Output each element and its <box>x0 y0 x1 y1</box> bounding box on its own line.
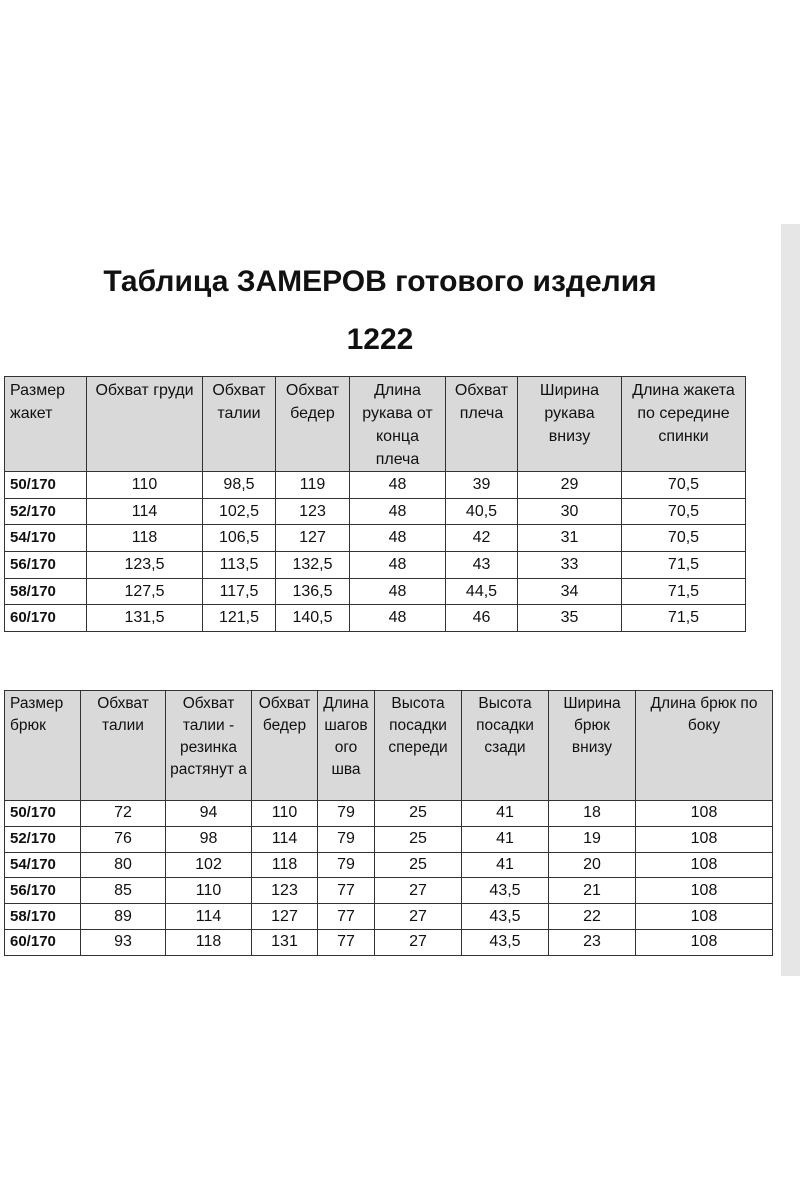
value-cell: 40,5 <box>446 498 518 525</box>
column-header-front-rise: Высота посадки спереди <box>375 691 462 801</box>
column-header-waist: Обхват талии <box>81 691 166 801</box>
table-row <box>5 878 773 904</box>
value-cell: 31 <box>518 525 622 552</box>
value-cell: 43,5 <box>462 904 549 930</box>
value-cell: 79 <box>318 801 375 827</box>
value-cell: 48 <box>350 525 446 552</box>
scrollbar-track[interactable] <box>781 224 800 976</box>
value-cell: 35 <box>518 605 622 632</box>
value-cell: 41 <box>462 852 549 878</box>
value-cell: 108 <box>636 878 773 904</box>
value-cell: 108 <box>636 852 773 878</box>
value-cell: 114 <box>252 826 318 852</box>
value-cell: 110 <box>166 878 252 904</box>
value-cell: 108 <box>636 826 773 852</box>
value-cell: 114 <box>166 904 252 930</box>
column-header-sleeve-width: Ширина рукава внизу <box>518 377 622 472</box>
table-row <box>5 578 746 605</box>
value-cell: 98,5 <box>203 472 276 499</box>
value-cell: 123 <box>276 498 350 525</box>
value-cell: 48 <box>350 472 446 499</box>
value-cell: 93 <box>81 929 166 955</box>
value-cell: 119 <box>276 472 350 499</box>
size-cell: 56/170 <box>5 552 87 579</box>
table-header-row <box>5 377 746 472</box>
table-row <box>5 904 773 930</box>
column-header-back-rise: Высота посадки сзади <box>462 691 549 801</box>
pants-table-body <box>5 801 773 956</box>
page-title: Таблица ЗАМЕРОВ готового изделия <box>103 265 657 298</box>
value-cell: 123,5 <box>87 552 203 579</box>
column-header-shoulder: Обхват плеча <box>446 377 518 472</box>
value-cell: 77 <box>318 904 375 930</box>
value-cell: 110 <box>87 472 203 499</box>
value-cell: 110 <box>252 801 318 827</box>
value-cell: 34 <box>518 578 622 605</box>
value-cell: 42 <box>446 525 518 552</box>
value-cell: 77 <box>318 878 375 904</box>
value-cell: 127 <box>252 904 318 930</box>
table-row <box>5 801 773 827</box>
value-cell: 70,5 <box>622 525 746 552</box>
column-header-chest: Обхват груди <box>87 377 203 472</box>
size-cell: 60/170 <box>5 605 87 632</box>
size-cell: 54/170 <box>5 525 87 552</box>
value-cell: 127 <box>276 525 350 552</box>
value-cell: 70,5 <box>622 472 746 499</box>
table-row <box>5 929 773 955</box>
table-row <box>5 852 773 878</box>
value-cell: 25 <box>375 852 462 878</box>
value-cell: 131 <box>252 929 318 955</box>
value-cell: 48 <box>350 578 446 605</box>
value-cell: 123 <box>252 878 318 904</box>
table-header-row <box>5 691 773 801</box>
value-cell: 72 <box>81 801 166 827</box>
value-cell: 108 <box>636 904 773 930</box>
value-cell: 77 <box>318 929 375 955</box>
value-cell: 43 <box>446 552 518 579</box>
value-cell: 132,5 <box>276 552 350 579</box>
value-cell: 98 <box>166 826 252 852</box>
size-cell: 60/170 <box>5 929 81 955</box>
table-row <box>5 498 746 525</box>
size-cell: 58/170 <box>5 904 81 930</box>
column-header-hips: Обхват бедер <box>276 377 350 472</box>
column-header-inseam: Длина шагов ого шва <box>318 691 375 801</box>
size-cell: 58/170 <box>5 578 87 605</box>
value-cell: 71,5 <box>622 578 746 605</box>
value-cell: 46 <box>446 605 518 632</box>
value-cell: 41 <box>462 826 549 852</box>
column-header-side-length: Длина брюк по боку <box>636 691 773 801</box>
value-cell: 44,5 <box>446 578 518 605</box>
value-cell: 48 <box>350 605 446 632</box>
column-header-size: Размер жакет <box>5 377 87 472</box>
value-cell: 22 <box>549 904 636 930</box>
size-cell: 54/170 <box>5 852 81 878</box>
size-cell: 50/170 <box>5 472 87 499</box>
column-header-hips: Обхват бедер <box>252 691 318 801</box>
value-cell: 25 <box>375 826 462 852</box>
value-cell: 19 <box>549 826 636 852</box>
value-cell: 70,5 <box>622 498 746 525</box>
value-cell: 43,5 <box>462 929 549 955</box>
column-header-waist-elastic: Обхват талии - резинка растянут а <box>166 691 252 801</box>
column-header-hem-width: Ширина брюк внизу <box>549 691 636 801</box>
value-cell: 108 <box>636 929 773 955</box>
value-cell: 21 <box>549 878 636 904</box>
value-cell: 118 <box>166 929 252 955</box>
value-cell: 27 <box>375 904 462 930</box>
value-cell: 89 <box>81 904 166 930</box>
value-cell: 102 <box>166 852 252 878</box>
jacket-measurements-table <box>4 376 746 632</box>
column-header-jacket-length: Длина жакета по середине спинки <box>622 377 746 472</box>
value-cell: 30 <box>518 498 622 525</box>
value-cell: 27 <box>375 929 462 955</box>
value-cell: 76 <box>81 826 166 852</box>
value-cell: 71,5 <box>622 605 746 632</box>
value-cell: 106,5 <box>203 525 276 552</box>
value-cell: 39 <box>446 472 518 499</box>
value-cell: 20 <box>549 852 636 878</box>
value-cell: 94 <box>166 801 252 827</box>
table-row <box>5 525 746 552</box>
table-row <box>5 552 746 579</box>
model-number: 1222 <box>346 323 414 356</box>
value-cell: 71,5 <box>622 552 746 579</box>
value-cell: 41 <box>462 801 549 827</box>
value-cell: 79 <box>318 852 375 878</box>
value-cell: 121,5 <box>203 605 276 632</box>
value-cell: 117,5 <box>203 578 276 605</box>
value-cell: 23 <box>549 929 636 955</box>
column-header-size: Размер брюк <box>5 691 81 801</box>
value-cell: 118 <box>252 852 318 878</box>
size-cell: 56/170 <box>5 878 81 904</box>
value-cell: 136,5 <box>276 578 350 605</box>
value-cell: 114 <box>87 498 203 525</box>
value-cell: 18 <box>549 801 636 827</box>
value-cell: 29 <box>518 472 622 499</box>
table-row <box>5 826 773 852</box>
value-cell: 131,5 <box>87 605 203 632</box>
value-cell: 127,5 <box>87 578 203 605</box>
value-cell: 102,5 <box>203 498 276 525</box>
size-cell: 52/170 <box>5 826 81 852</box>
jacket-table-body <box>5 472 746 632</box>
value-cell: 48 <box>350 552 446 579</box>
table-row <box>5 472 746 499</box>
value-cell: 80 <box>81 852 166 878</box>
column-header-sleeve-length: Длина рукава от конца плеча <box>350 377 446 472</box>
table-row <box>5 605 746 632</box>
value-cell: 140,5 <box>276 605 350 632</box>
value-cell: 108 <box>636 801 773 827</box>
value-cell: 113,5 <box>203 552 276 579</box>
value-cell: 43,5 <box>462 878 549 904</box>
column-header-waist: Обхват талии <box>203 377 276 472</box>
size-cell: 52/170 <box>5 498 87 525</box>
value-cell: 48 <box>350 498 446 525</box>
size-cell: 50/170 <box>5 801 81 827</box>
value-cell: 118 <box>87 525 203 552</box>
value-cell: 27 <box>375 878 462 904</box>
value-cell: 25 <box>375 801 462 827</box>
value-cell: 79 <box>318 826 375 852</box>
value-cell: 33 <box>518 552 622 579</box>
value-cell: 85 <box>81 878 166 904</box>
pants-measurements-table <box>4 690 773 956</box>
